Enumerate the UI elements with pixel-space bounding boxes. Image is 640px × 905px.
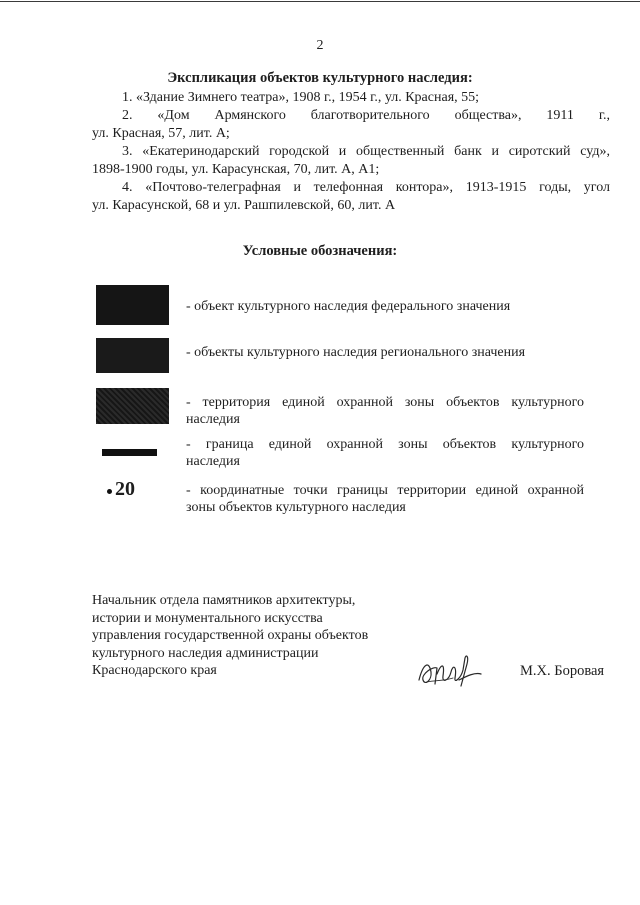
signatory-title-line: культурного наследия администрации [92, 645, 319, 661]
regional-object-label: - объекты культурного наследия регионального значения [186, 345, 526, 360]
coordinate-dot-icon [107, 489, 112, 494]
regional-object-swatch [96, 338, 169, 373]
coordinate-point-number: 20 [115, 478, 135, 500]
protection-zone-label-line1: - территория единой охранной зоны объектов культурного [186, 395, 584, 410]
coordinate-point-label [186, 482, 584, 516]
explication-item-text: 4. «Почтово-телеграфная и телефонная контора», 1913-1915 годы, угол [122, 180, 610, 195]
explication-item-2-cont [92, 125, 610, 143]
federal-object-swatch [96, 285, 169, 325]
explication-item-text: ул. Карасунской, 68 и ул. Рашпилевской, 60, лит. А [92, 198, 396, 213]
signatory-title [92, 592, 412, 680]
legend-heading: Условные обозначения: [242, 243, 398, 259]
explication-item-4-cont [92, 197, 610, 215]
page-number: 2 [316, 38, 324, 53]
protection-zone-label-line2: наследия [186, 412, 240, 427]
explication-item-text: 1898-1900 годы, ул. Карасунская, 70, лит. А, А1; [92, 162, 380, 177]
zone-border-line-sample [102, 449, 157, 456]
federal-object-label: - объект культурного наследия федерального значения [186, 299, 511, 314]
signatory-title-line: Краснодарского края [92, 663, 217, 678]
handwritten-signature [415, 650, 485, 692]
explication-heading: Экспликация объектов культурного наследия: [167, 70, 473, 86]
explication-item-text: 1. «Здание Зимнего театра», 1908 г., 1954 г., ул. Красная, 55; [122, 90, 480, 105]
coordinate-point-label-line2: зоны объектов культурного наследия [186, 500, 406, 515]
zone-border-label [186, 436, 584, 470]
coordinate-point-sample [107, 478, 135, 501]
protection-zone-label [186, 394, 584, 428]
top-edge-rule [0, 1, 640, 2]
explication-item-text: 2. «Дом Армянского благотворительного общества», 1911 г., [122, 108, 610, 123]
explication-item-text: ул. Красная, 57, лит. А; [92, 126, 230, 141]
signatory-name: М.Х. Боровая [520, 663, 605, 679]
explication-item-1 [92, 89, 610, 107]
explication-item-text: 3. «Екатеринодарский городской и общественный банк и сиротский суд», [122, 144, 610, 159]
zone-border-label-line1: - граница единой охранной зоны объектов культурного [186, 437, 584, 452]
explication-item-2 [92, 107, 610, 125]
explication-item-4 [92, 179, 610, 197]
explication-item-3 [92, 143, 610, 161]
explication-item-3-cont [92, 161, 610, 179]
coordinate-point-label-line1: - координатные точки границы территории единой охранной [186, 483, 584, 498]
signatory-title-line: Начальник отдела памятников архитектуры, [92, 593, 356, 608]
explication-list [92, 89, 610, 215]
zone-border-label-line2: наследия [186, 454, 240, 469]
protection-zone-swatch [96, 388, 169, 424]
signatory-title-line: истории и монументального искусства [92, 610, 323, 626]
signatory-title-line: управления государственной охраны объектов [92, 628, 369, 643]
